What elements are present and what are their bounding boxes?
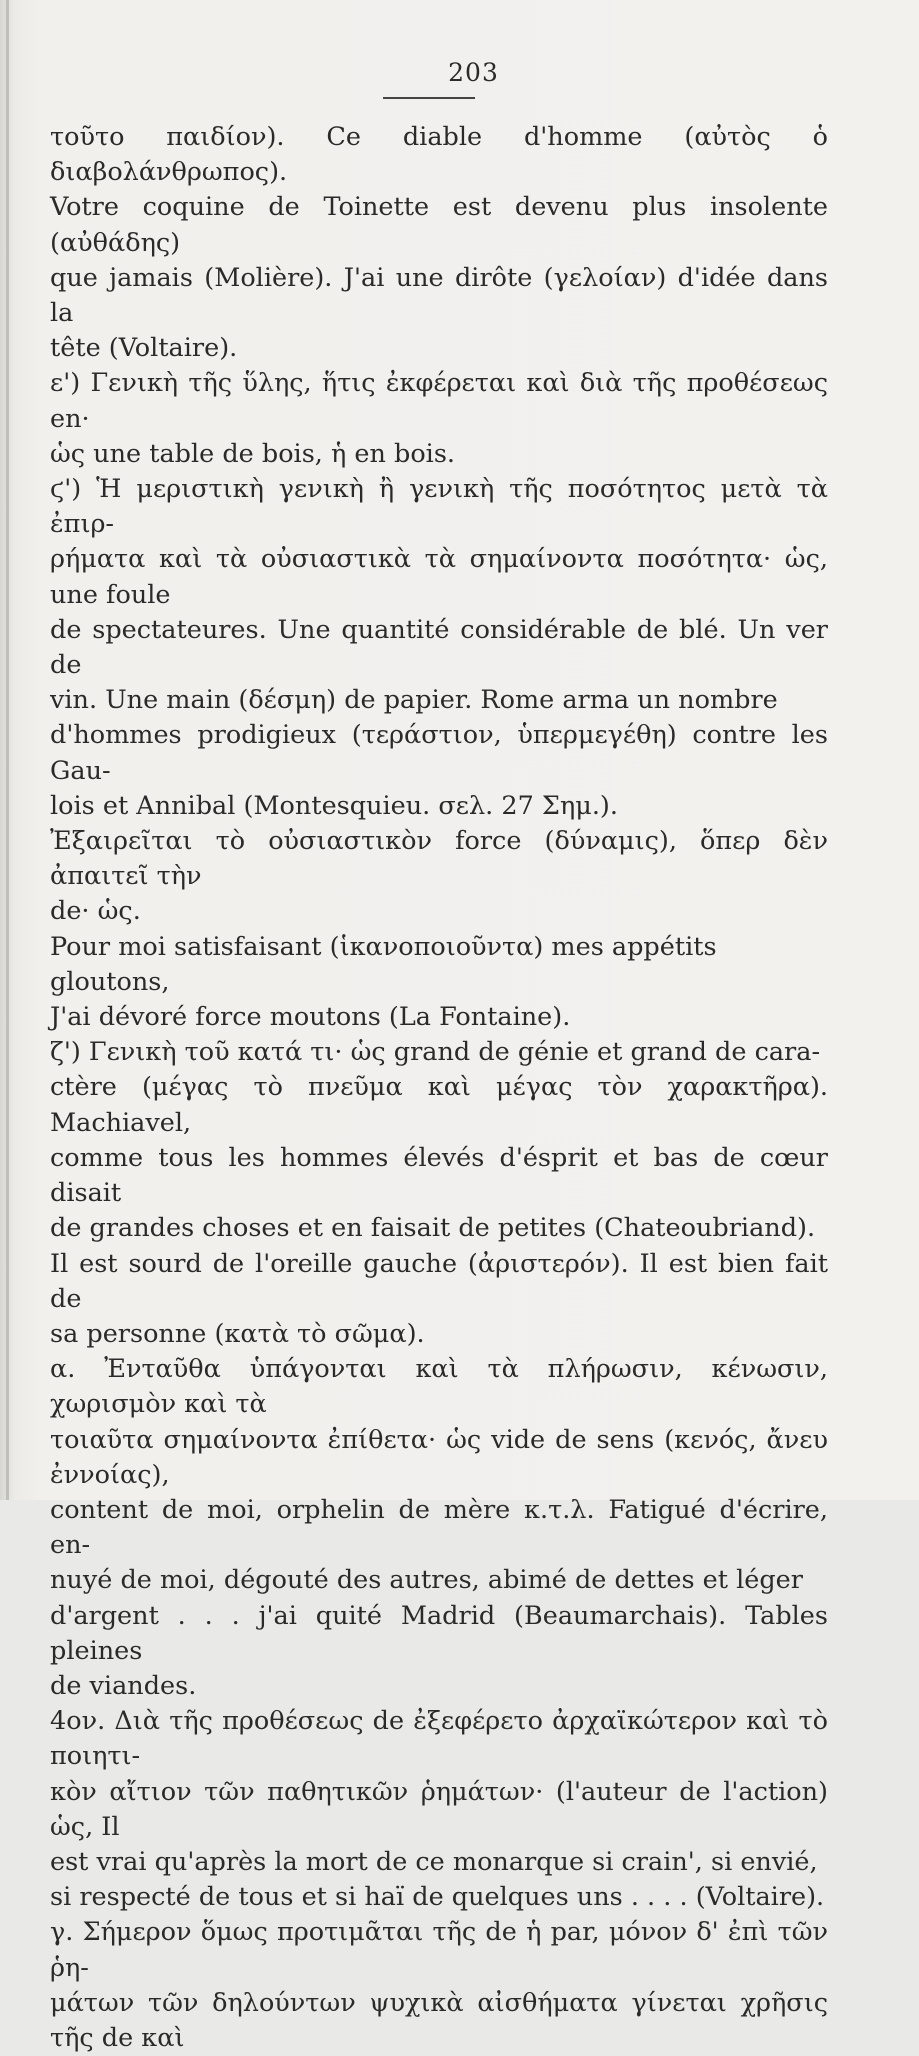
text-line: comme tous les hommes élevés d'ésprit et bas de cœur disait [50, 1142, 828, 1209]
text-line: J'ai dévoré force moutons (La Fontaine). [50, 1002, 571, 1033]
text-line: Pour moi satisfaisant (ἱκανοποιοῦντα) mes appétits gloutons, [50, 931, 717, 997]
text-line: Ἐξαιρεῖται τὸ οὐσιαστικὸν force (δύναμις), ὅπερ δὲν ἀπαιτεῖ τὴν [50, 826, 828, 892]
text-line: est vrai qu'après la mort de ce monarque si crain', si envié, [50, 1846, 818, 1877]
text-line: nuyé de moi, dégouté des autres, abimé de dettes et léger [50, 1565, 803, 1596]
text-line: 4ον. Διὰ τῆς προθέσεως de ἐξεφέρετο ἀρχαϊκώτερον καὶ τὸ ποιητι- [50, 1706, 828, 1772]
page-number: 203 [448, 58, 499, 87]
text-line: Il est sourd de l'oreille gauche (ἀριστερόν). Il est bien fait de [50, 1248, 828, 1314]
text-line: ϛ') Ἡ μεριστικὴ γενικὴ ἢ γενικὴ τῆς ποσότητος μετὰ τὰ ἐπιρ- [50, 474, 828, 540]
text-line: content de moi, orphelin de mère κ.τ.λ. Fatigué d'écrire, en- [50, 1494, 828, 1561]
text-line: de spectateures. Une quantité considérable de blé. Un ver de [50, 614, 828, 681]
text-line: que jamais (Molière). J'ai une dirôte (γελοίαν) d'idée dans la [50, 262, 828, 329]
text-line: lois et Annibal (Montesquieu. σελ. 27 Σημ.). [50, 790, 618, 821]
text-line: ε') Γενικὴ τῆς ὕλης, ἥτις ἐκφέρεται καὶ διὰ τῆς προθέσεως en· [50, 368, 828, 434]
text-line: μάτων τῶν δηλούντων ψυχικὰ αἰσθήματα γίνεται χρῆσις τῆς de καὶ [50, 1987, 828, 2053]
text-line: vin. Une main (δέσμη) de papier. Rome arma un nombre [50, 685, 778, 716]
text-line: sa personne (κατὰ τὸ σῶμα). [50, 1318, 425, 1349]
text-line: κὸν αἴτιον τῶν παθητικῶν ῥημάτων· (l'auteur de l'action) ὡς, Il [50, 1776, 828, 1842]
text-line: ρήματα καὶ τὰ οὐσιαστικὰ τὰ σημαίνοντα ποσότητα· ὡς, une foule [50, 544, 828, 610]
text-line: α. Ἐνταῦθα ὑπάγονται καὶ τὰ πλήρωσιν, κένωσιν, χωρισμὸν καὶ τὰ [50, 1354, 828, 1420]
page-number-rule [383, 97, 475, 99]
text-line: γ. Σήμερον ὅμως προτιμᾶται τῆς de ἡ par, μόνον δ' ἐπὶ τῶν ῥη- [50, 1917, 828, 1983]
text-line: ctère (μέγας τὸ πνεῦμα καὶ μέγας τὸν χαρακτῆρα). Machiavel, [50, 1072, 828, 1138]
text-line: de viandes. [50, 1670, 197, 1701]
text-line: ὡς une table de bois, ἡ en bois. [50, 438, 456, 469]
text-line: si respecté de tous et si haï de quelques uns . . . . (Voltaire). [50, 1882, 825, 1913]
text-line: d'hommes prodigieux (τεράστιον, ὑπερμεγέθη) contre les Gau- [50, 720, 828, 786]
text-line: de· ὡς. [50, 896, 141, 927]
page-edge-shadow [6, 0, 9, 1500]
text-line: d'argent . . . j'ai quité Madrid (Beaumarchais). Tables pleines [50, 1600, 828, 1666]
text-line: tête (Voltaire). [50, 333, 238, 364]
text-line: de grandes choses et en faisait de petites (Chateoubriand). [50, 1213, 816, 1244]
text-line: Votre coquine de Toinette est devenu plus insolente (αὐθάδης) [50, 192, 828, 258]
text-line: τοιαῦτα σημαίνοντα ἐπίθετα· ὡς vide de sens (κενός, ἄνευ ἐννοίας), [50, 1424, 828, 1490]
text-line: τοῦτο παιδίον). Ce diable d'homme (αὐτὸς ὁ διαβολάνθρωπος). [50, 122, 828, 188]
body-text [50, 120, 828, 2056]
text-line: ζ') Γενικὴ τοῦ κατά τι· ὡς grand de génie et grand de cara- [50, 1037, 821, 1068]
